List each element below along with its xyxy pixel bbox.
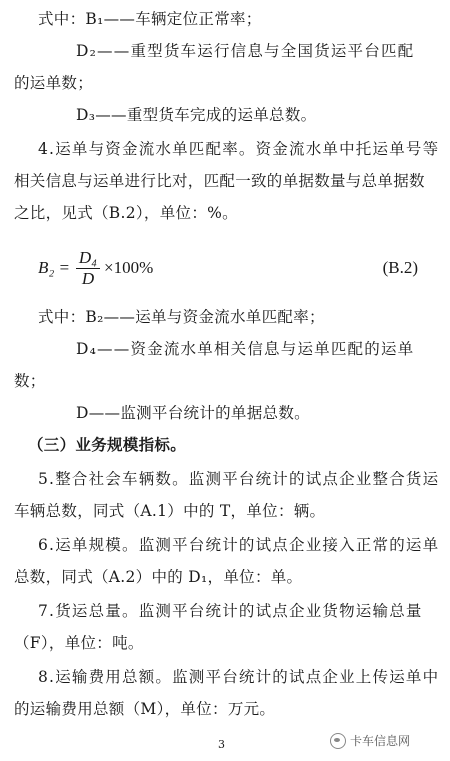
text-line: 总数，同式（A.2）中的 D₁，单位：单。	[14, 568, 303, 586]
formula-numerator: D₄	[76, 248, 100, 269]
text-line: D₄——资金流水单相关信息与运单匹配的运单	[76, 340, 415, 358]
text-line: 5.整合社会车辆数。监测平台统计的试点企业整合货运	[38, 470, 440, 488]
watermark-text: 卡车信息网	[350, 734, 411, 748]
text-line: 车辆总数，同式（A.1）中的 T，单位：辆。	[14, 502, 326, 520]
formula-lhs: B₂ =	[38, 258, 71, 277]
text-line: 数；	[14, 372, 46, 390]
text-line: 的运输费用总额（M），单位：万元。	[14, 700, 276, 718]
text-line: 8.运输费用总额。监测平台统计的试点企业上传运单中	[38, 668, 440, 686]
formula-multiplier: ×100%	[104, 258, 154, 277]
formula-denominator: D	[81, 269, 95, 288]
text-line: 式中：B₂——运单与资金流水单匹配率；	[38, 308, 325, 326]
wechat-icon	[330, 733, 346, 749]
section-heading: （三）业务规模指标。	[28, 436, 187, 454]
watermark	[330, 732, 410, 749]
page-number: 3	[218, 738, 225, 751]
text-line: D——监测平台统计的单据总数。	[76, 404, 310, 422]
text-line: （F），单位：吨。	[14, 634, 144, 652]
formula-number: (B.2)	[382, 258, 418, 277]
formula-b2	[38, 248, 418, 292]
text-line: 之比，见式（B.2），单位：%。	[14, 204, 238, 222]
text-line: 4.运单与资金流水单匹配率。资金流水单中托运单号等	[38, 140, 440, 158]
formula-fraction	[76, 248, 100, 289]
text-line: 式中：B₁——车辆定位正常率；	[38, 10, 262, 28]
text-line: D₂——重型货车运行信息与全国货运平台匹配	[76, 42, 415, 60]
text-line: 相关信息与运单进行比对，匹配一致的单据数量与总单据数	[14, 172, 425, 190]
text-line: D₃——重型货车完成的运单总数。	[76, 106, 317, 124]
text-line: 7.货运总量。监测平台统计的试点企业货物运输总量	[38, 602, 423, 620]
text-line: 的运单数；	[14, 74, 94, 92]
text-line: 6.运单规模。监测平台统计的试点企业接入正常的运单	[38, 536, 440, 554]
